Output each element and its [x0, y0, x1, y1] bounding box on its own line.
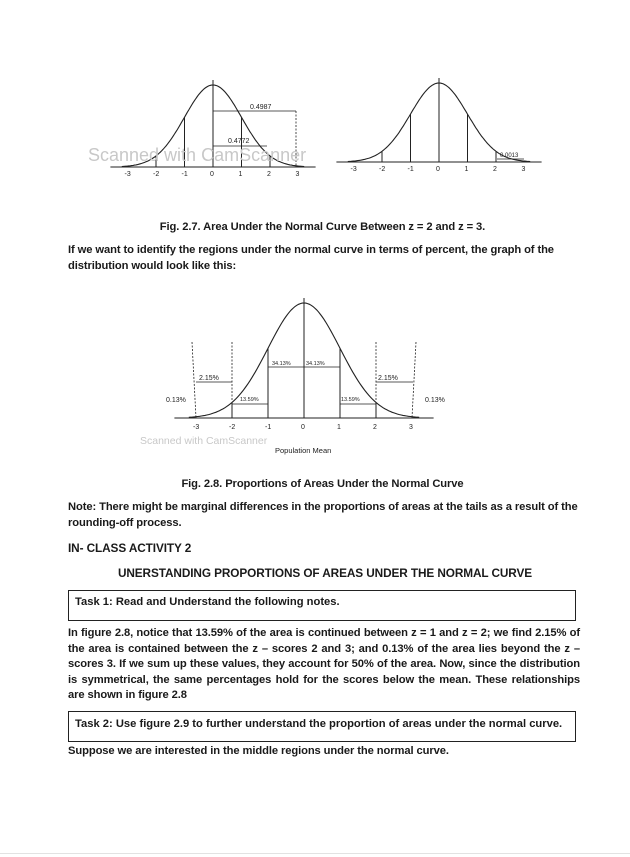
- label-center-left: 34.13%: [272, 361, 291, 367]
- z-tick-label: 1: [337, 424, 341, 431]
- task-1-text: Task 1: Read and Understand the following notes.: [75, 596, 340, 608]
- task-1-paragraph: In figure 2.8, notice that 13.59% of the area is continued between z = 1 and z = 2; we find 2.15% of the area is contained between the z – scores 2 and 3; and 0.13% of the area lies beyond the z – scores 3. If we sum up these values, they account for 50% of the area. Now, since the distribution is symmetrical, the same percentages hold for the scores below the mean. These relationships are shown in figure 2.8: [68, 627, 580, 701]
- closing-line: Suppose we are interested in the middle regions under the normal curve.: [68, 745, 449, 757]
- z-tick-label: -1: [181, 171, 188, 178]
- z-tick-label: 0: [301, 424, 305, 431]
- z-tick-label: -3: [193, 424, 200, 431]
- z-tick-label: 3: [409, 424, 413, 431]
- watermark: Scanned with CamScanner: [88, 145, 307, 165]
- z-tick-label: 2: [493, 166, 497, 173]
- z-tick-label: -1: [407, 166, 414, 173]
- dashed-line: [192, 342, 196, 418]
- task-2-text: Task 2: Use figure 2.9 to further understand the proportion of areas under the normal curve.: [75, 718, 563, 730]
- watermark: Scanned with CamScanner: [140, 435, 268, 447]
- z-tick-label: -2: [229, 424, 236, 431]
- z-tick-label: 3: [295, 171, 300, 178]
- dashed-line: [412, 342, 416, 418]
- intro-paragraph: If we want to identify the regions under the normal curve in terms of percent, the graph of the distribution would look like this:: [68, 244, 554, 272]
- z-tick-label: 2: [373, 424, 377, 431]
- figure-2-7-caption: Fig. 2.7. Area Under the Normal Curve Between z = 2 and z = 3.: [159, 221, 486, 233]
- z-tick-label: -2: [153, 171, 160, 178]
- figure-2-7-left-curve: [88, 80, 316, 178]
- label-mid-right: 13.59%: [341, 397, 360, 403]
- z-tick-label: -2: [379, 166, 386, 173]
- label-tail-left: 0.13%: [166, 397, 186, 404]
- z-tick-label: -3: [350, 166, 357, 173]
- activity-title: IN- CLASS ACTIVITY 2: [68, 541, 192, 555]
- z-tick-label: 2: [267, 171, 271, 178]
- label-tail-right: 0.13%: [425, 397, 445, 404]
- label-center-right: 34.13%: [306, 361, 325, 367]
- z-tick-label: 0: [210, 171, 214, 178]
- area-label-0-4772: 0.4772: [228, 138, 250, 145]
- note-paragraph: Note: There might be marginal differences in the proportions of areas at the tails as a result of the rounding-off process.: [68, 501, 578, 529]
- z-tick-label: 0: [436, 166, 440, 173]
- z-tick-label: 1: [238, 171, 243, 178]
- task-2-box: [68, 711, 576, 742]
- figure-2-8-curve: [140, 298, 445, 455]
- figure-2-8-caption: Fig. 2.8. Proportions of Areas Under the Normal Curve: [181, 478, 464, 490]
- z-tick-label: 1: [464, 166, 469, 173]
- area-label-0-4987: 0.4987: [250, 104, 272, 111]
- activity-heading: UNERSTANDING PROPORTIONS OF AREAS UNDER THE NORMAL CURVE: [117, 566, 533, 580]
- z-tick-label: -3: [124, 171, 131, 178]
- tail-area-label: 0.0013: [500, 153, 519, 159]
- figure-2-7-right-curve: [336, 78, 541, 173]
- page-divider: [0, 853, 630, 854]
- label-outer-left: 2.15%: [199, 375, 219, 382]
- task-1-box: [68, 590, 576, 621]
- label-mid-left: 13.59%: [240, 397, 259, 403]
- z-tick-label: 3: [521, 166, 526, 173]
- label-outer-right: 2.15%: [378, 375, 398, 382]
- z-tick-label: -1: [265, 424, 272, 431]
- axis-label-population-mean: Population Mean: [275, 446, 332, 455]
